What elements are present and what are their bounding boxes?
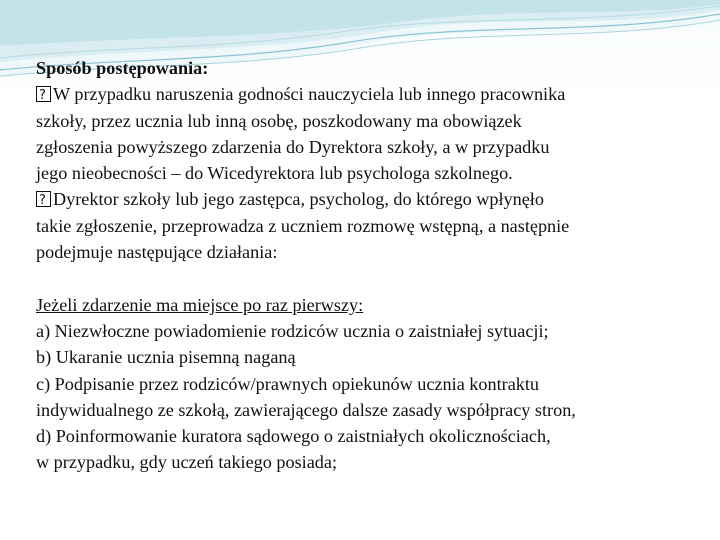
bullet-1-line-2: szkoły, przez ucznia lub inną osobę, poszkodowany ma obowiązek bbox=[36, 110, 522, 131]
bullet-2-line-2: takie zgłoszenie, przeprowadza z uczniem rozmowę wstępną, a następnie bbox=[36, 215, 570, 236]
bullet-1-line-4: jego nieobecności – do Wicedyrektora lub psychologa szkolnego. bbox=[36, 163, 513, 184]
list-line-d-cont: w przypadku, gdy uczeń takiego posiada; bbox=[36, 452, 338, 473]
list-line-b: b) Ukaranie ucznia pisemną naganą bbox=[36, 347, 296, 368]
bullet-1-text-1: W przypadku naruszenia godności nauczyciela lub innego pracownika bbox=[53, 84, 566, 105]
spacer bbox=[36, 265, 701, 291]
section-heading: Sposób postępowania: bbox=[36, 58, 209, 78]
bullet-2-line-3: podejmuje następujące działania: bbox=[36, 242, 278, 263]
content-block bbox=[36, 55, 701, 476]
unknown-glyph-icon bbox=[36, 191, 51, 207]
bullet-1-line-1 bbox=[36, 81, 701, 107]
unknown-glyph-icon bbox=[36, 86, 51, 102]
bullet-2-line-1 bbox=[36, 186, 701, 212]
list-line-c: c) Podpisanie przez rodziców/prawnych opiekunów ucznia kontraktu bbox=[36, 373, 540, 394]
list-line-d: d) Poinformowanie kuratora sądowego o zaistniałych okolicznościach, bbox=[36, 426, 551, 447]
list-line-c-cont: indywidualnego ze szkołą, zawierającego dalsze zasady współpracy stron, bbox=[36, 399, 576, 420]
subheading: Jeżeli zdarzenie ma miejsce po raz pierwszy: bbox=[36, 294, 364, 315]
list-line-a: a) Niezwłoczne powiadomienie rodziców ucznia o zaistniałej sytuacji; bbox=[36, 320, 549, 341]
bullet-2-text-1: Dyrektor szkoły lub jego zastępca, psycholog, do którego wpłynęło bbox=[53, 189, 544, 210]
bullet-1-line-3: zgłoszenia powyższego zdarzenia do Dyrektora szkoły, a w przypadku bbox=[36, 136, 550, 157]
